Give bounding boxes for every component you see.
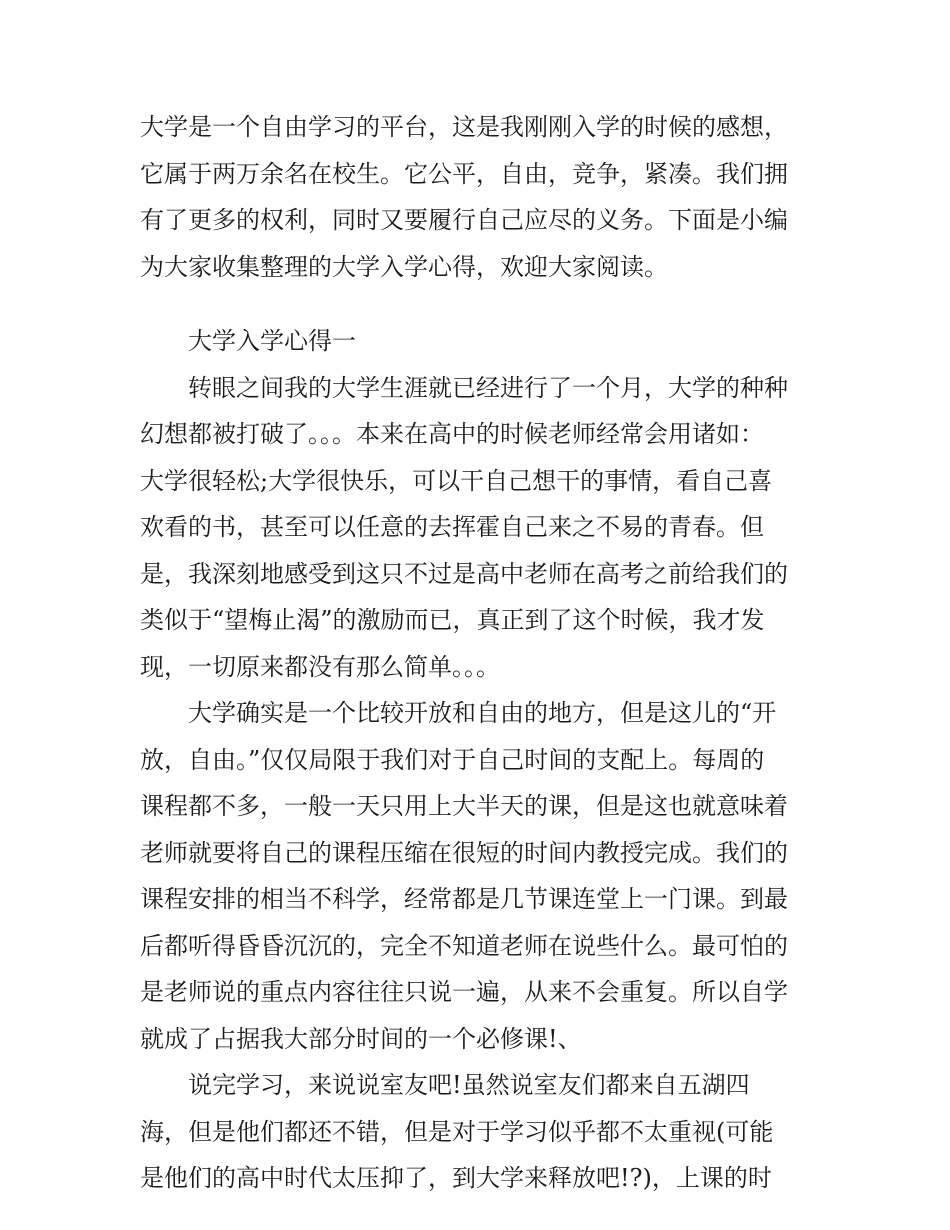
text-line: 大学确实是一个比较开放和自由的地方，但是这儿的“开 bbox=[188, 699, 777, 727]
text-line: 课程都不多，一般一天只用上大半天的课，但是这也就意味着 bbox=[140, 792, 788, 820]
section-heading: 大学入学心得一 bbox=[188, 327, 356, 355]
text-line: 它属于两万余名在校生。它公平，自由，竞争，紧凑。我们拥 bbox=[140, 159, 788, 188]
text-line: 转眼之间我的大学生涯就已经进行了一个月，大学的种种 bbox=[188, 373, 788, 402]
paragraph-3 bbox=[140, 1062, 820, 1202]
text-line: 是老师说的重点内容往往只说一遍，从来不会重复。所以自学 bbox=[140, 978, 788, 1006]
text-line: 是他们的高中时代太压抑了，到大学来释放吧!?)，上课的时 bbox=[140, 1164, 772, 1192]
text-line: 老师就要将自己的课程压缩在很短的时间内教授完成。我们的 bbox=[140, 838, 788, 867]
text-line: 是，我深刻地感受到这只不过是高中老师在高考之前给我们的 bbox=[140, 559, 788, 588]
text-line: 现，一切原来都没有那么简单。。。 bbox=[140, 652, 500, 681]
paragraph-2 bbox=[140, 690, 820, 1062]
text-line: 大学是一个自由学习的平台，这是我刚刚入学的时候的感想， bbox=[140, 113, 788, 141]
text-line: 就成了占据我大部分时间的一个必修课!、 bbox=[140, 1024, 582, 1053]
article-body bbox=[140, 318, 820, 1202]
text-line: 说完学习，来说说室友吧!虽然说室友们都来自五湖四 bbox=[188, 1071, 750, 1099]
text-line: 类似于“望梅止渴”的激励而已，真正到了这个时候，我才发 bbox=[140, 606, 765, 634]
text-line: 为大家收集整理的大学入学心得，欢迎大家阅读。 bbox=[140, 252, 668, 281]
paragraph-1 bbox=[140, 365, 820, 691]
text-line: 幻想都被打破了。。。本来在高中的时候老师经常会用诸如： bbox=[140, 420, 764, 448]
text-line: 有了更多的权利，同时又要履行自己应尽的义务。下面是小编 bbox=[140, 206, 788, 234]
text-line: 后都听得昏昏沉沉的，完全不知道老师在说些什么。最可怕的 bbox=[140, 931, 788, 960]
text-line: 课程安排的相当不科学，经常都是几节课连堂上一门课。到最 bbox=[140, 885, 788, 913]
text-line: 放，自由。”仅仅局限于我们对于自己时间的支配上。每周的 bbox=[140, 745, 765, 774]
text-line: 欢看的书，甚至可以任意的去挥霍自己来之不易的青春。但 bbox=[140, 513, 764, 541]
text-line: 大学很轻松;大学很快乐，可以干自己想干的事情，看自己喜 bbox=[140, 466, 773, 495]
intro-paragraph bbox=[140, 104, 820, 290]
text-line: 海，但是他们都还不错，但是对于学习似乎都不太重视(可能 bbox=[140, 1117, 774, 1146]
